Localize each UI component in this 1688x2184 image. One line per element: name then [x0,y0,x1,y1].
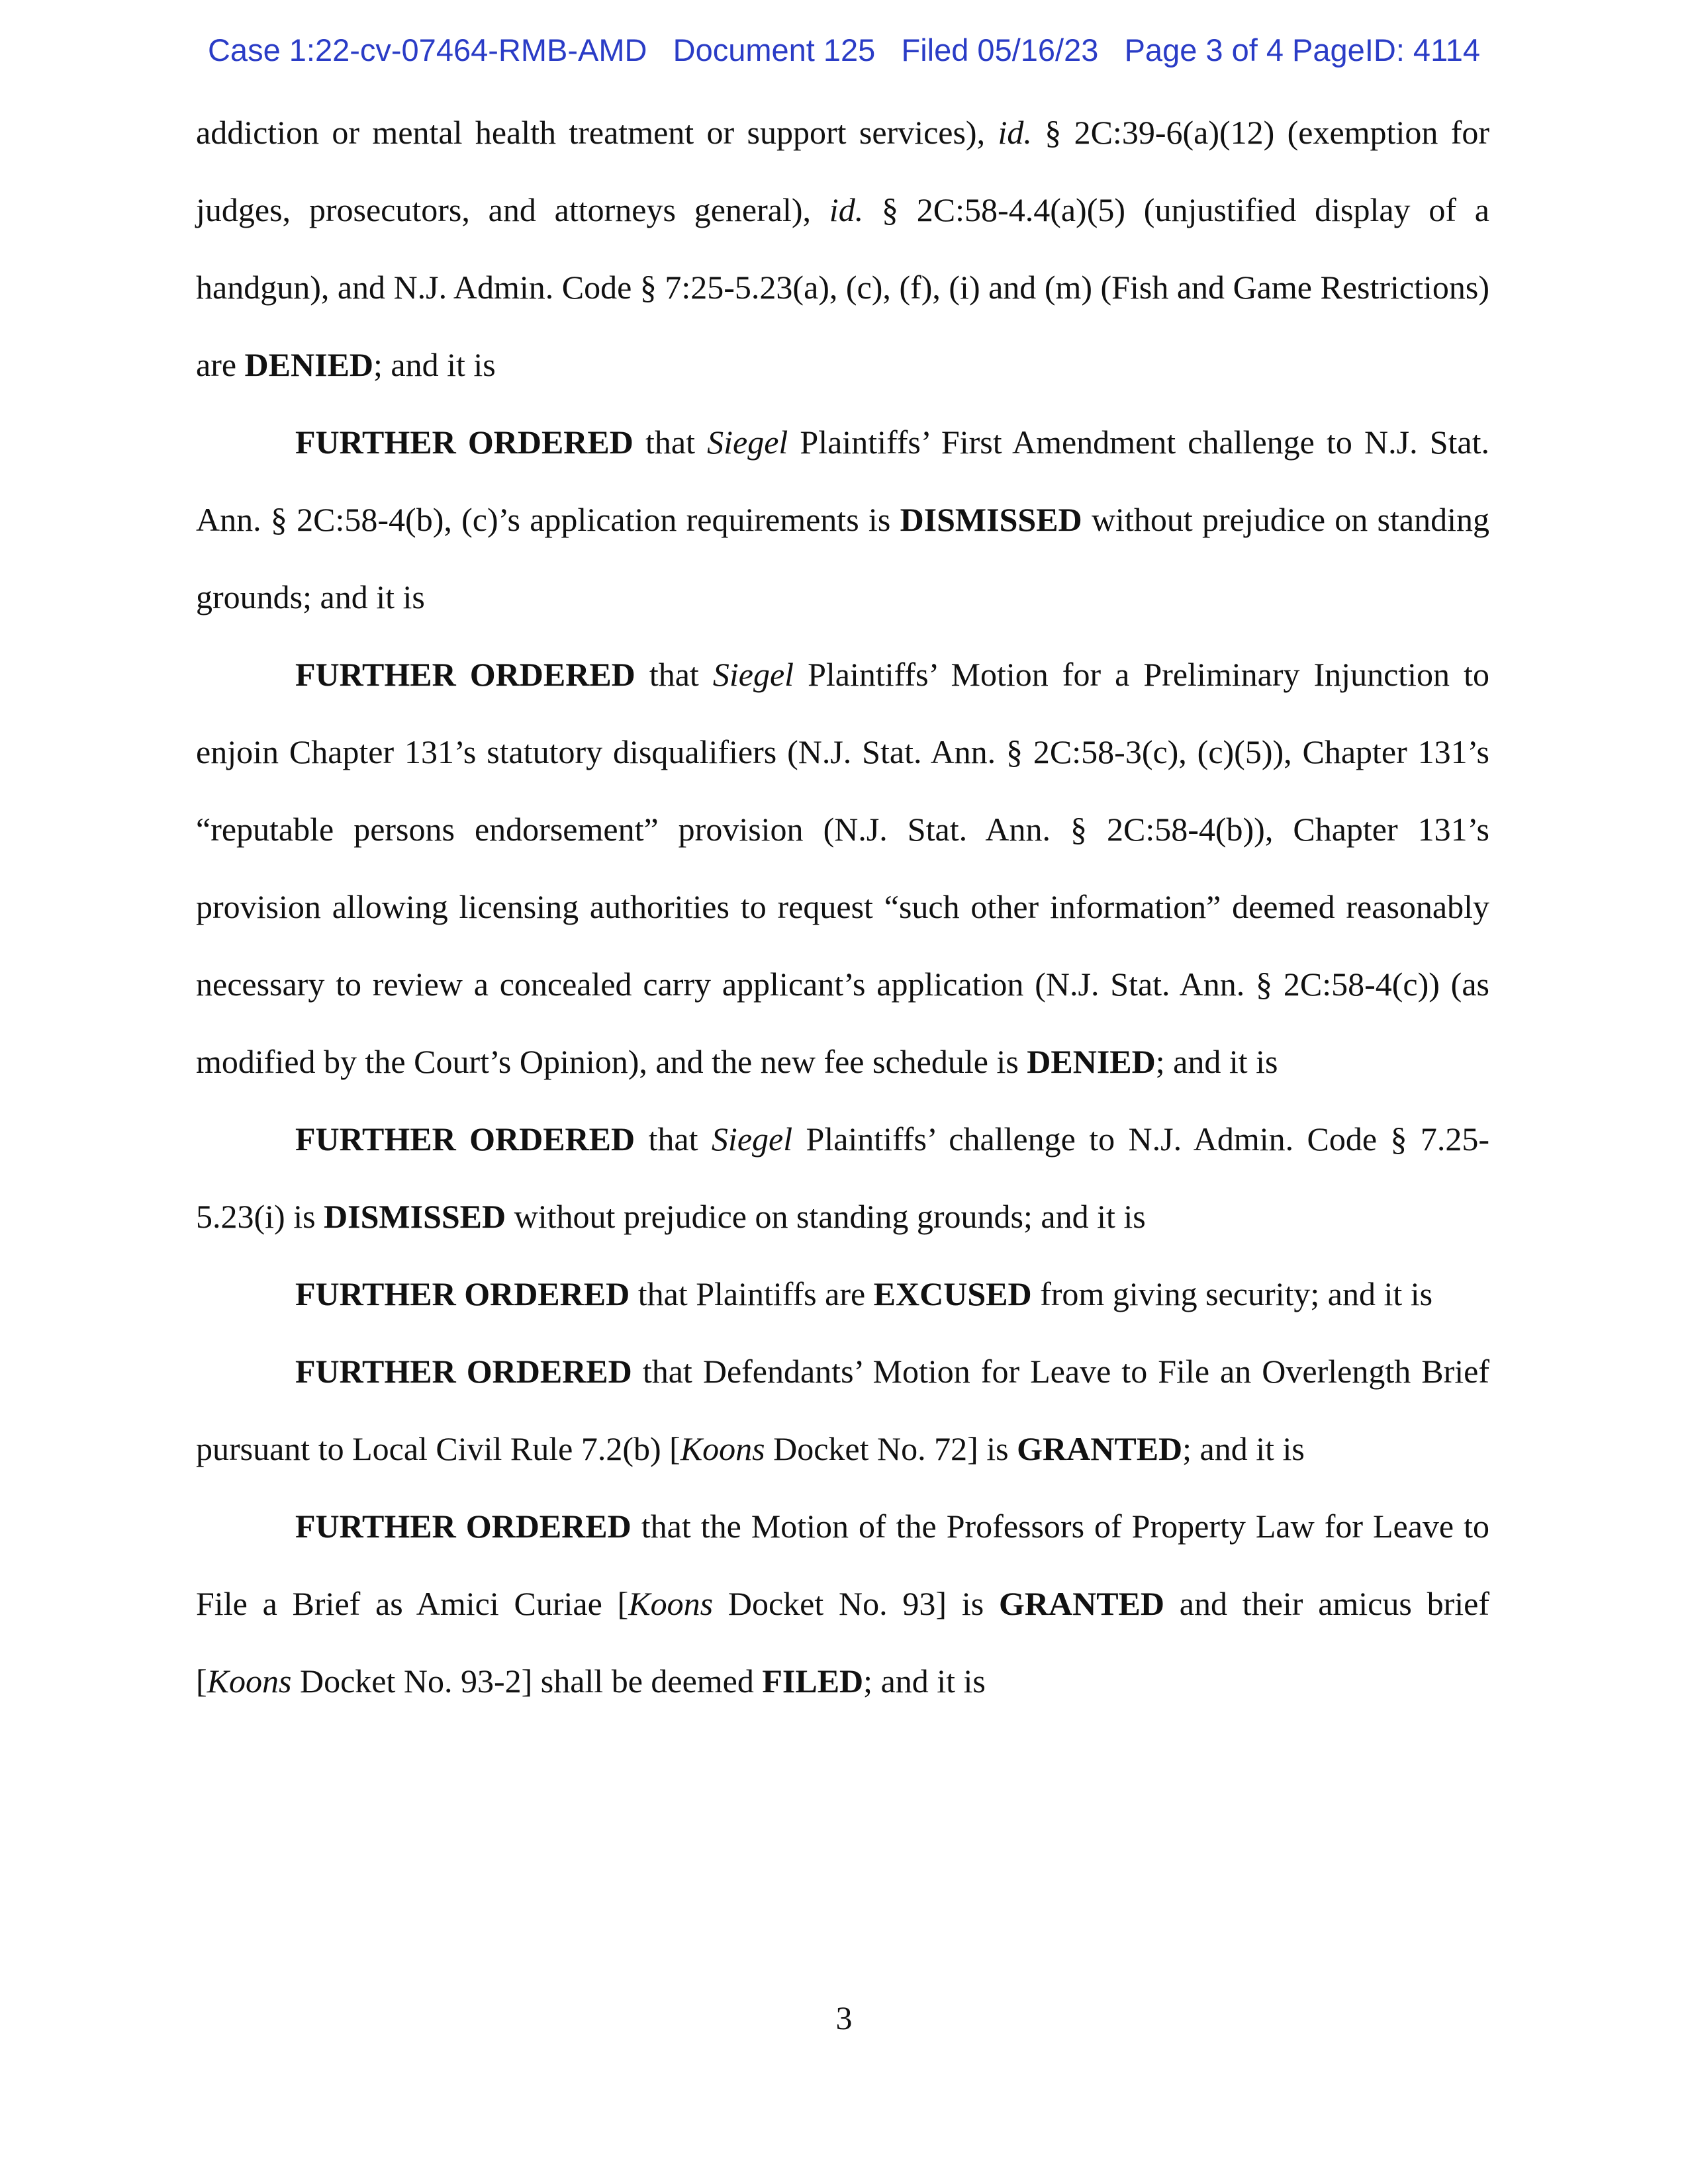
paragraph-text: ; and it is [373,346,496,383]
italic-term: Siegel [711,1120,793,1158]
bold-term: EXCUSED [873,1275,1032,1312]
filed-date: Filed 05/16/23 [901,32,1099,68]
paragraph-text: without prejudice on standing grounds; and it is [196,501,1489,615]
order-paragraph [196,1488,1489,1720]
italic-term: id. [829,191,864,228]
paragraph-text: Docket No. 93] is [713,1585,999,1622]
paragraph-text: that the Motion of the Professors of Property Law for Leave to File a Brief as Amici Curiae [ [196,1508,1489,1622]
paragraph-text: ; and it is [863,1662,986,1700]
order-paragraph [196,1101,1489,1255]
italic-term: Koons [680,1430,765,1467]
ecf-filing-header [0,32,1688,68]
bold-term: FURTHER ORDERED [295,1508,632,1545]
paragraph-text: § 2C:58-4.4(a)(5) (unjustified display of a handgun), and N.J. Admin. Code § 7:25-5.23(a), (c), (f), (i) and (m) (Fish and Game Restrictions) are [196,191,1489,383]
order-body [196,94,1489,1720]
italic-term: Siegel [712,656,794,693]
paragraph-text: that Plaintiffs are [630,1275,874,1312]
paragraph-text: ; and it is [1155,1043,1278,1080]
bold-term: DISMISSED [324,1198,506,1235]
bold-term: FURTHER ORDERED [295,656,635,693]
italic-term: Koons [628,1585,714,1622]
italic-term: Siegel [707,424,788,461]
order-paragraph [196,1333,1489,1488]
paragraph-text: that [635,1120,712,1158]
document-number: Document 125 [673,32,876,68]
bold-term: FURTHER ORDERED [295,1275,630,1312]
paragraph-text: and their amicus brief [ [196,1585,1489,1700]
bold-term: FURTHER ORDERED [295,1353,632,1390]
bold-term: DENIED [1027,1043,1156,1080]
paragraph-text: § 2C:39-6(a)(12) (exemption for judges, prosecutors, and attorneys general), [196,114,1489,228]
paragraph-text: Plaintiffs’ challenge to N.J. Admin. Code § 7.25-5.23(i) is [196,1120,1489,1235]
bold-term: GRANTED [998,1585,1165,1622]
bold-term: FURTHER ORDERED [295,1120,635,1158]
paragraph-text: from giving security; and it is [1031,1275,1433,1312]
italic-term: id. [998,114,1032,151]
order-paragraph [196,94,1489,404]
paragraph-text: Docket No. 93-2] shall be deemed [291,1662,763,1700]
paragraph-text: Plaintiffs’ Motion for a Preliminary Injunction to enjoin Chapter 131’s statutory disqualifiers (N.J. Stat. Ann. § 2C:58-3(c), (c)(5)), Chapter 131’s “reputable persons endorsement” provision (N.J. Stat. Ann. § 2C:58-4(b)), Chapter 131’s provision allowing licensing authorities to request “such other information” deemed reasonably necessary to review a concealed carry applicant’s application (N.J. Stat. Ann. § 2C:58-4(c)) (as modified by the Court’s Opinion), and the new fee schedule is [196,656,1489,1080]
paragraph-text: that [633,424,708,461]
page-info: Page 3 of 4 PageID: 4114 [1124,32,1481,68]
paragraph-text: addiction or mental health treatment or support services), [196,114,998,151]
paragraph-text: Docket No. 72] is [765,1430,1017,1467]
bold-term: DENIED [244,346,374,383]
paragraph-text: Plaintiffs’ First Amendment challenge to N.J. Stat. Ann. § 2C:58-4(b), (c)’s application requirements is [196,424,1489,538]
bold-term: DISMISSED [900,501,1082,538]
paragraph-text: without prejudice on standing grounds; and it is [506,1198,1146,1235]
order-paragraph [196,636,1489,1101]
bold-term: FURTHER ORDERED [295,424,633,461]
order-paragraph [196,404,1489,636]
paragraph-text: that [635,656,713,693]
order-paragraph [196,1255,1489,1333]
case-number: Case 1:22-cv-07464-RMB-AMD [207,32,647,68]
paragraph-text: that Defendants’ Motion for Leave to File an Overlength Brief pursuant to Local Civil Rule 7.2(b) [ [196,1353,1489,1467]
bold-term: FILED [762,1662,864,1700]
page-number: 3 [835,1999,853,2036]
bold-term: GRANTED [1017,1430,1183,1467]
italic-term: Koons [207,1662,292,1700]
paragraph-text: ; and it is [1182,1430,1305,1467]
